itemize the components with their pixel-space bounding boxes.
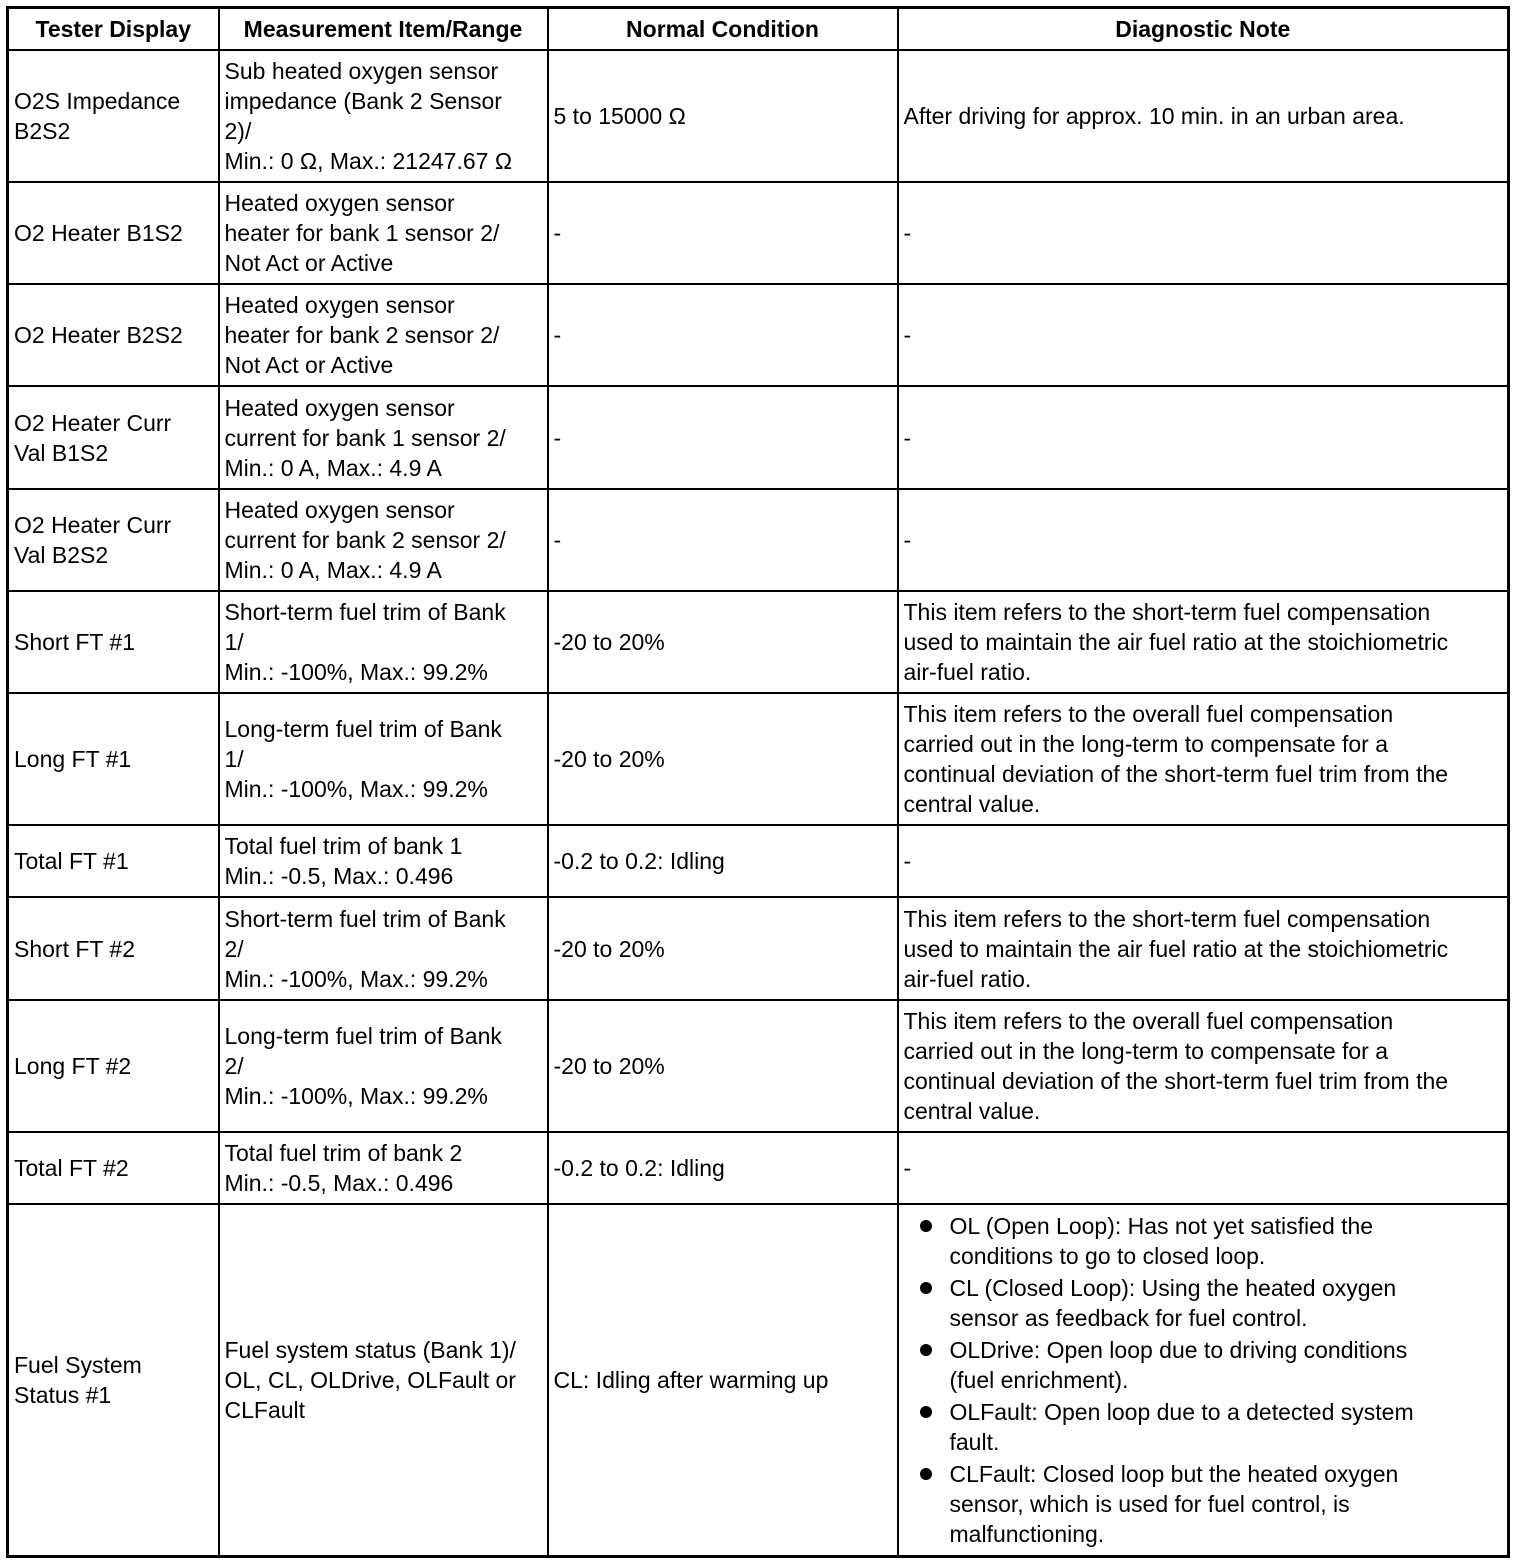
header-diagnostic-note: Diagnostic Note xyxy=(898,8,1509,51)
note-item-text: CL (Closed Loop): Using the heated oxygen sensor as feedback for fuel control. xyxy=(949,1275,1397,1331)
cell-normal-condition: -20 to 20% xyxy=(548,591,898,693)
cell-diagnostic-note: This item refers to the overall fuel compensation carried out in the long-term to compensate for a continual deviation of the short-term fuel trim from the central value. xyxy=(898,693,1509,825)
cell-measurement-range: Heated oxygen sensor current for bank 1 sensor 2/ Min.: 0 A, Max.: 4.9 A xyxy=(219,386,548,489)
cell-normal-condition: -0.2 to 0.2: Idling xyxy=(548,825,898,897)
cell-normal-condition: - xyxy=(548,284,898,386)
list-item xyxy=(950,1397,1503,1457)
cell-diagnostic-note: - xyxy=(898,825,1509,897)
table-row xyxy=(8,386,1509,489)
note-item-text: OLDrive: Open loop due to driving conditions (fuel enrichment). xyxy=(949,1337,1408,1393)
cell-diagnostic-note: This item refers to the short-term fuel compensation used to maintain the air fuel ratio at the stoichiometric air-fuel ratio. xyxy=(898,591,1509,693)
cell-diagnostic-note: - xyxy=(898,182,1509,284)
table-row xyxy=(8,489,1509,591)
cell-tester-display: Short FT #1 xyxy=(8,591,219,693)
cell-diagnostic-note: - xyxy=(898,386,1509,489)
table-row xyxy=(8,693,1509,825)
cell-normal-condition: CL: Idling after warming up xyxy=(548,1204,898,1557)
cell-normal-condition: 5 to 15000 Ω xyxy=(548,50,898,182)
cell-measurement-range: Short-term fuel trim of Bank 2/ Min.: -100%, Max.: 99.2% xyxy=(219,897,548,1000)
cell-tester-display: Short FT #2 xyxy=(8,897,219,1000)
cell-diagnostic-note xyxy=(898,1204,1509,1557)
cell-measurement-range: Sub heated oxygen sensor impedance (Bank 2 Sensor 2)/ Min.: 0 Ω, Max.: 21247.67 Ω xyxy=(219,50,548,182)
cell-measurement-range: Short-term fuel trim of Bank 1/ Min.: -100%, Max.: 99.2% xyxy=(219,591,548,693)
bullet-icon xyxy=(920,1282,932,1294)
cell-tester-display: Total FT #1 xyxy=(8,825,219,897)
table-row xyxy=(8,825,1509,897)
bullet-icon xyxy=(920,1468,932,1480)
cell-normal-condition: -20 to 20% xyxy=(548,897,898,1000)
cell-tester-display: Fuel System Status #1 xyxy=(8,1204,219,1557)
bullet-icon xyxy=(920,1220,932,1232)
cell-tester-display: O2 Heater Curr Val B1S2 xyxy=(8,386,219,489)
bullet-icon xyxy=(920,1344,932,1356)
cell-diagnostic-note: - xyxy=(898,1132,1509,1204)
cell-diagnostic-note: This item refers to the short-term fuel compensation used to maintain the air fuel ratio at the stoichiometric air-fuel ratio. xyxy=(898,897,1509,1000)
header-measurement-item: Measurement Item/Range xyxy=(219,8,548,51)
cell-tester-display: Long FT #1 xyxy=(8,693,219,825)
cell-normal-condition: -20 to 20% xyxy=(548,693,898,825)
table-row xyxy=(8,182,1509,284)
bullet-icon xyxy=(920,1406,932,1418)
list-item xyxy=(950,1273,1503,1333)
cell-measurement-range: Total fuel trim of bank 2 Min.: -0.5, Max.: 0.496 xyxy=(219,1132,548,1204)
cell-diagnostic-note: This item refers to the overall fuel compensation carried out in the long-term to compensate for a continual deviation of the short-term fuel trim from the central value. xyxy=(898,1000,1509,1132)
header-normal-condition: Normal Condition xyxy=(548,8,898,51)
cell-measurement-range: Long-term fuel trim of Bank 2/ Min.: -100%, Max.: 99.2% xyxy=(219,1000,548,1132)
header-tester-display: Tester Display xyxy=(8,8,219,51)
cell-normal-condition: - xyxy=(548,182,898,284)
cell-measurement-range: Heated oxygen sensor heater for bank 1 sensor 2/ Not Act or Active xyxy=(219,182,548,284)
table-row xyxy=(8,591,1509,693)
cell-normal-condition: -20 to 20% xyxy=(548,1000,898,1132)
table-row xyxy=(8,50,1509,182)
note-item-text: CLFault: Closed loop but the heated oxygen sensor, which is used for fuel control, is malfunctioning. xyxy=(949,1461,1399,1547)
table-row xyxy=(8,1204,1509,1557)
cell-measurement-range: Total fuel trim of bank 1 Min.: -0.5, Max.: 0.496 xyxy=(219,825,548,897)
note-item-text: OL (Open Loop): Has not yet satisfied the conditions to go to closed loop. xyxy=(949,1213,1374,1269)
cell-tester-display: Long FT #2 xyxy=(8,1000,219,1132)
table-row xyxy=(8,1132,1509,1204)
table-row xyxy=(8,897,1509,1000)
cell-diagnostic-note: - xyxy=(898,284,1509,386)
list-item xyxy=(950,1335,1503,1395)
cell-diagnostic-note: After driving for approx. 10 min. in an urban area. xyxy=(898,50,1509,182)
table-row xyxy=(8,284,1509,386)
diagnostic-data-table xyxy=(6,6,1510,1558)
table-row xyxy=(8,1000,1509,1132)
list-item xyxy=(950,1211,1503,1271)
cell-tester-display: O2 Heater Curr Val B2S2 xyxy=(8,489,219,591)
cell-normal-condition: - xyxy=(548,489,898,591)
document-page xyxy=(6,6,1510,1558)
cell-measurement-range: Heated oxygen sensor heater for bank 2 sensor 2/ Not Act or Active xyxy=(219,284,548,386)
list-item xyxy=(950,1459,1503,1549)
cell-tester-display: O2S Impedance B2S2 xyxy=(8,50,219,182)
cell-tester-display: O2 Heater B2S2 xyxy=(8,284,219,386)
cell-normal-condition: - xyxy=(548,386,898,489)
cell-measurement-range: Long-term fuel trim of Bank 1/ Min.: -100%, Max.: 99.2% xyxy=(219,693,548,825)
fuel-status-note-list xyxy=(904,1205,1503,1555)
cell-measurement-range: Fuel system status (Bank 1)/ OL, CL, OLDrive, OLFault or CLFault xyxy=(219,1204,548,1557)
cell-normal-condition: -0.2 to 0.2: Idling xyxy=(548,1132,898,1204)
cell-tester-display: Total FT #2 xyxy=(8,1132,219,1204)
table-header-row xyxy=(8,8,1509,51)
cell-measurement-range: Heated oxygen sensor current for bank 2 sensor 2/ Min.: 0 A, Max.: 4.9 A xyxy=(219,489,548,591)
note-item-text: OLFault: Open loop due to a detected system fault. xyxy=(949,1399,1414,1455)
cell-tester-display: O2 Heater B1S2 xyxy=(8,182,219,284)
cell-diagnostic-note: - xyxy=(898,489,1509,591)
